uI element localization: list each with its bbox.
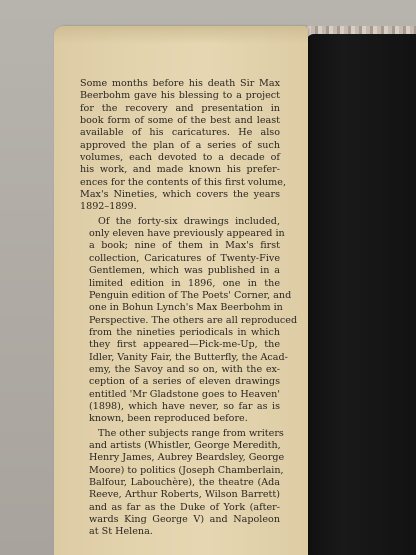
text-line: approved the plan of a series of such xyxy=(80,139,280,151)
text-line: Perspective. The others are all reproduced xyxy=(89,314,298,326)
flap-blurb-text xyxy=(80,78,298,541)
text-line: available of his caricatures. He also xyxy=(80,127,280,139)
text-line: book form of some of the best and least xyxy=(80,115,280,127)
text-line: (1898), which have never, so far as is xyxy=(89,400,280,412)
text-line: entitled 'Mr Gladstone goes to Heaven' xyxy=(89,388,280,400)
text-line: from the nineties periodicals in which xyxy=(89,326,280,338)
text-line: Moore) to politics (Joseph Chamberlain, xyxy=(89,464,284,476)
text-line: they first appeared—Pick-me-Up, the xyxy=(89,339,280,351)
text-line: Henry James, Aubrey Beardsley, George xyxy=(89,452,285,464)
text-line: and artists (Whistler, George Meredith, xyxy=(89,439,281,451)
text-line: known, been reproduced before. xyxy=(89,413,248,425)
text-line: collection, Caricatures of Twenty-Five xyxy=(89,252,280,264)
text-line: Of the forty-six drawings included, xyxy=(98,215,280,227)
book-cover xyxy=(306,34,416,555)
text-line: The other subjects range from writers xyxy=(98,427,284,439)
text-line: emy, the Savoy and so on, with the ex- xyxy=(89,363,280,375)
text-line: Max's Nineties, which covers the years xyxy=(80,189,280,201)
text-line: Idler, Vanity Fair, the Butterfly, the Acad- xyxy=(89,351,288,363)
text-line: for the recovery and presentation in xyxy=(80,102,280,114)
text-line: wards King George V) and Napoleon xyxy=(89,514,280,526)
text-line: volumes, each devoted to a decade of xyxy=(80,152,280,164)
text-line: Penguin edition of The Poets' Corner, and xyxy=(89,289,292,301)
text-line: and as far as the Duke of York (after- xyxy=(89,501,280,513)
text-line: a book; nine of them in Max's first xyxy=(89,240,280,252)
text-line: his work, and made known his prefer- xyxy=(80,164,280,176)
blurb-paragraph xyxy=(80,427,285,539)
blurb-paragraph xyxy=(80,78,287,214)
text-line: Beerbohm gave his blessing to a project xyxy=(80,90,280,102)
blurb-paragraph xyxy=(80,215,298,426)
text-line: ences for the contents of this first volume, xyxy=(80,176,287,188)
text-line: ception of a series of eleven drawings xyxy=(89,376,280,388)
text-line: one in Bohun Lynch's Max Beerbohm in xyxy=(89,302,283,314)
text-line: only eleven have previously appeared in xyxy=(89,228,285,240)
text-line: limited edition in 1896, one in the xyxy=(89,277,280,289)
text-line: Reeve, Arthur Roberts, Wilson Barrett) xyxy=(89,489,280,501)
text-line: 1892–1899. xyxy=(80,201,137,213)
text-line: Gentlemen, which was published in a xyxy=(89,265,280,277)
text-line: at St Helena. xyxy=(89,526,153,538)
text-line: Balfour, Labouchère), the theatre (Ada xyxy=(89,477,280,488)
text-line: Some months before his death Sir Max xyxy=(80,78,280,89)
